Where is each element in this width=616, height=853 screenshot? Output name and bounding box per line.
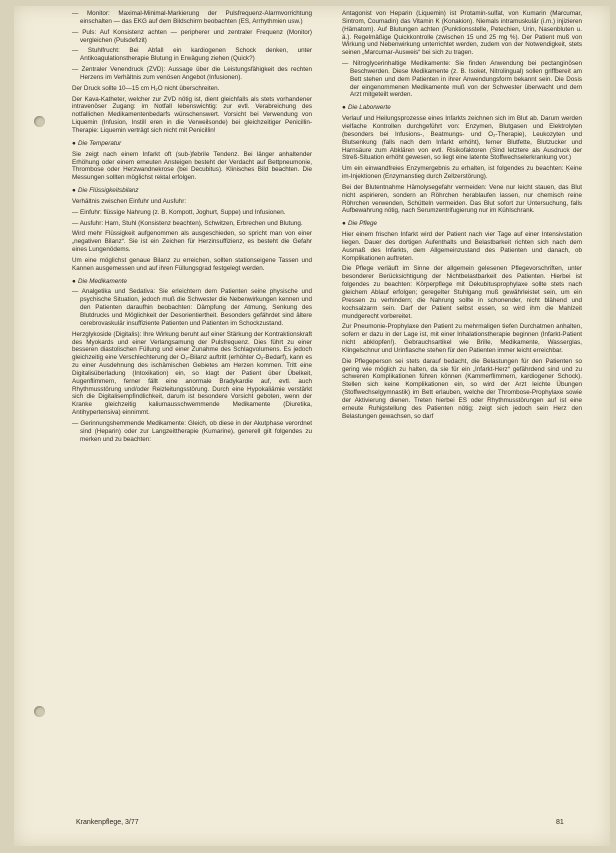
paragraph: Herzglykoside (Digitalis): Ihre Wirkung beruht auf einer Stärkung der Kontraktionskraft des Myokards und einer Verlangsamung der Pulsfrequenz. Dies führt zu einer besseren diastolischen Füllung und einer Zunahme des Schlagvolumens. Es jedoch gleichzeitig eine Verschlechterung der O₂-Bilanz auftritt (erhöhter O₂-Bedarf), kann es zu einer Ausdehnung des ischämischen Gebietes am Herzen kommen. Tritt eine Digitalisüberladung (Intoxikation) ein, so klagt der Patient über Übelkeit, Augenflimmern, ferner fällt eine anormale Bradykardie auf, evtl. auch Rhythmusstörung und/oder Reizleitungsstörung. Durch eine Hypokaliämie verstärkt sich die Digitalisempfindlichkeit, darum ist besondere Vorsicht geboten, wenn der Kranke gleichzeitig kaliumausschwemmende Medikamente (Diuretika, Antihypertensiva) einnimmt. xyxy=(72,330,312,417)
journal-citation: Krankenpflege, 3/77 xyxy=(76,819,139,826)
paragraph: Wird mehr Flüssigkeit aufgenommen als ausgeschieden, so spricht man von einer „negativen Bilanz“. Sie ist ein Zeichen für Herzinsuffizienz, es besteht die Gefahr eines Lungenödems. xyxy=(72,230,312,254)
list-item: — Einfuhr: flüssige Nahrung (z. B. Kompott, Joghurt, Suppe) und Infusionen. xyxy=(72,208,286,216)
list-item: — Nitroglycerinhaltige Medikamente: Sie finden Anwendung bei pectanginösen Beschwerden. Diese Medikamente (z. B. Isoket, Nitrolingual) sollen griffbereit am Bett stehen und dem Patienten in ihrer Anwendungsform bekannt sein. Die Dosis der eingenommenen Medikamente muß von der Schwester überwacht und dem Arzt mitgeteilt werden. xyxy=(342,60,582,99)
list-item: — Analgetika und Sedativa: Sie erleichtern dem Patienten seine physische und psychische Situation, jedoch muß die Schwester die Nebenwirkungen kennen und den Patienten daraufhin beobachten: Dämpfung der Atmung, Senkung des Blutdrucks und Möglichkeit der Desorientiertheit. Besonders gefährdet sind ältere cerebrovaskulär insuffiziente Patienten und Patienten im Schockzustand. xyxy=(72,288,312,327)
section-heading: ● Die Medikamente xyxy=(72,277,127,285)
paragraph: Der Kava-Katheter, welcher zur ZVD nötig ist, dient gleichfalls als stets vorhandener intravenöser Zugang: im Notfall lebenswichtig: zur evtl. Verabreichung des notfallichen Medikamentenbedarfs wünschenswert. Vorsicht bei Verwendung von Liquemin (Infusion, Instill eren in die Verweilsonde) bei gleichzeitiger Penicillin-Therapie: Liquemin verträgt sich nicht mit Penicillin! xyxy=(72,95,312,134)
page-number: 81 xyxy=(556,819,564,826)
punch-hole xyxy=(34,706,45,717)
section-heading: ● Die Temperatur xyxy=(72,139,122,147)
bullet-icon: ● xyxy=(72,187,76,195)
paragraph: Bei der Blutentnahme Hämolysegefahr vermeiden: Vene nur leicht stauen, das Blut nicht aspirieren, sondern an Röhrchen herablaufen lassen, nur chemisch reine Röhrchen verwenden, Schütteln vermeiden. Das Blut sofort zur Untersuchung, falls Aufbewahrung nötig, nach Serumzentrifugierung nur im Kühlschrank. xyxy=(342,183,582,215)
list-item: — Monitor: Maximal-Minimal-Markierung der Pulsfrequenz-Alarmvorrichtung einschalten — das EKG auf dem Bildschirm beobachten (ES, Arrhythmien usw.) xyxy=(72,10,312,25)
left-column xyxy=(72,10,312,447)
list-item: — Puls: Auf Konsistenz achten — peripherer und zentraler Frequenz (Monitor) vergleichen (Pulsdefizit) xyxy=(72,28,312,44)
paragraph: Antagonist von Heparin (Liquemin) ist Protamin-sulfat, von Kumarin (Marcumar, Sintrom, Coumadin) das Vitamin K (Konakion). Niemals intramuskulär (i.m.) injizieren (Hämatom). Auf Blutungen achten (Punktionsstelle, Petechien, Urin, Nasenbluten u. ä.). Regelmäßige Quickkontrolle (zwischen 15 und 25 mg %). Der Patient muß von Wirkung und Nebenwirkung unterrichtet werden, zudem von der Notwendigkeit, stets seinen „Marcumar-Ausweis“ bei sich zu tragen. xyxy=(342,10,582,57)
section-heading: ● Die Pflege xyxy=(342,220,378,228)
paragraph: Hier einem frischen Infarkt wird der Patient nach vier Tage auf einer Intensivstation liegen. Dauer des dortigen Aufenthalts und Belastbarkeit richten sich nach dem Ausmaß des Infarkts, dem Allgemeinzustand des Patienten und danach, ob Komplikationen auftreten. xyxy=(342,231,582,262)
bullet-icon: ● xyxy=(342,104,346,112)
paragraph: Zur Pneumonie-Prophylaxe den Patient zu mehrmaligen tiefen Durchatmen anhalten, sofern er dazu in der Lage ist, mit einer Inhalationstherapie beginnen (Infarkt-Patient nicht abklopfen!). Gebrauchsartikel wie Brille, Medikamente, Wasserglas, Klingelschnur und Urinflasche stehen für den Patienten immer leicht erreichbar. xyxy=(342,323,582,354)
bullet-icon: ● xyxy=(342,220,346,228)
paragraph: Die Pflege verläuft im Sinne der allgemein gelesenen Pflegevorschriften, unter besonderer Berücksichtigung der Nichtbelastbarkeit des Patienten. Hierbei ist folgendes zu beachten: Körperpflege mit Dekubitusprophylaxe sollte stets nach gleichem Ablauf erfolgen; geregelter Stuhlgang muß gewährleistet sein, um ein Pressen zu verhindern; die Nahrung sollte in schonender, nicht blähend und kochsalzarm sein. Darf der Patient selbst essen, so wird ihm die Mahlzeit mundgerecht vorbereitet. xyxy=(342,265,582,320)
paragraph: Verlauf und Heilungsprozesse eines Infarkts zeichnen sich im Blut ab. Darum werden vielfache Kontrollen durchgeführt von: Enzymen, Blutgasen und Elektrolyten (besonders bei Infusions-, Beatmungs- und O₂-Therapie), Leukozyten und Blutsenkung (falls nach dem Infarkt erhöht), ferner Blutfette, Blutzucker und Harnsäure zum Abklären von evtl. Risikofaktoren (Sind letztere als Ausdruck der Streß-Situation erhöht gewesen, so liegt eine latente Stoffwechselerkrankung vor.) xyxy=(342,115,582,162)
section-heading: ● Die Laborwerte xyxy=(342,104,391,112)
bullet-icon: ● xyxy=(72,139,76,147)
list-item: — Gerinnungshemmende Medikamente: Gleich, ob diese in der Akutphase verordnet sind (Heparin) oder zur Langzeittherapie (Kumarine), generell gilt folgendes zu merken und zu beachten: xyxy=(72,419,312,443)
list-item: — Ausfuhr: Harn, Stuhl (Konsistenz beachten), Schwitzen, Erbrechen und Blutung. xyxy=(72,219,303,227)
list-item: — Stuhlfrucht: Bei Abfall ein kardiogenen Schock denken, unter Antikoagulationstherapie Blutung in Erwägung ziehen (Quick?) xyxy=(72,47,312,63)
paragraph: Verhältnis zwischen Einfuhr und Ausfuhr: xyxy=(72,197,187,205)
paragraph: Um ein einwandfreies Enzymergebnis zu erhalten, ist folgendes zu beachten: Keine im-Injektionen (Enzymanstieg durch Zellzerstörung). xyxy=(342,165,582,181)
right-column xyxy=(342,10,582,424)
section-heading: ● Die Flüssigkeitsbilanz xyxy=(72,187,139,195)
list-item: — Zentraler Venendruck (ZVD): Aussage über die Leistungsfähigkeit des rechten Herzens im Verhältnis zum venösen Angebot (Infusionen). xyxy=(72,66,312,81)
punch-hole xyxy=(34,116,45,127)
bullet-icon: ● xyxy=(72,277,76,285)
paragraph: Um eine möglichst genaue Bilanz zu erreichen, sollten stationseigene Tassen und Kannen ausgemessen und auf ihren Füllungsgrad festgelegt werden. xyxy=(72,256,312,272)
paragraph: Die Pflegeperson sei stets darauf bedacht, die Belastungen für den Patienten so gering wie möglich zu halten, da sie für ein „Infarkt-Herz“ gefährdend sind und zu schweren Komplikationen führen können (Kammerflimmern, kardiogener Schock). Stellen sich keine Komplikationen ein, so wird der Arzt leichte Übungen (Stoffwechselgymnastik) im Bett erlauben, welche der Thrombose-Prophylaxe sowie der Aktivierung dienen. Treten hierbei ES oder Rhythmusstörungen auf ist eine erneute Ruhigstellung des Patienten nötig; zeigt sich jedoch sein Herz den Belastungen gewachsen, so darf xyxy=(342,357,582,420)
paragraph: Der Druck sollte 10—15 cm H₂O nicht überschreiten. xyxy=(72,84,220,92)
paragraph: Sie zeigt nach einem Infarkt oft (sub-)febrile Tendenz. Bei länger anhaltender Erhöhung oder einem erneuten Ansteigen besteht der Verdacht auf Bettpneumonie, Thrombose oder Herzwandnekrose (bei Decubitus). Klinisches Bild beachten. Die Messungen sollten möglichst rektal erfolgen. xyxy=(72,150,312,182)
